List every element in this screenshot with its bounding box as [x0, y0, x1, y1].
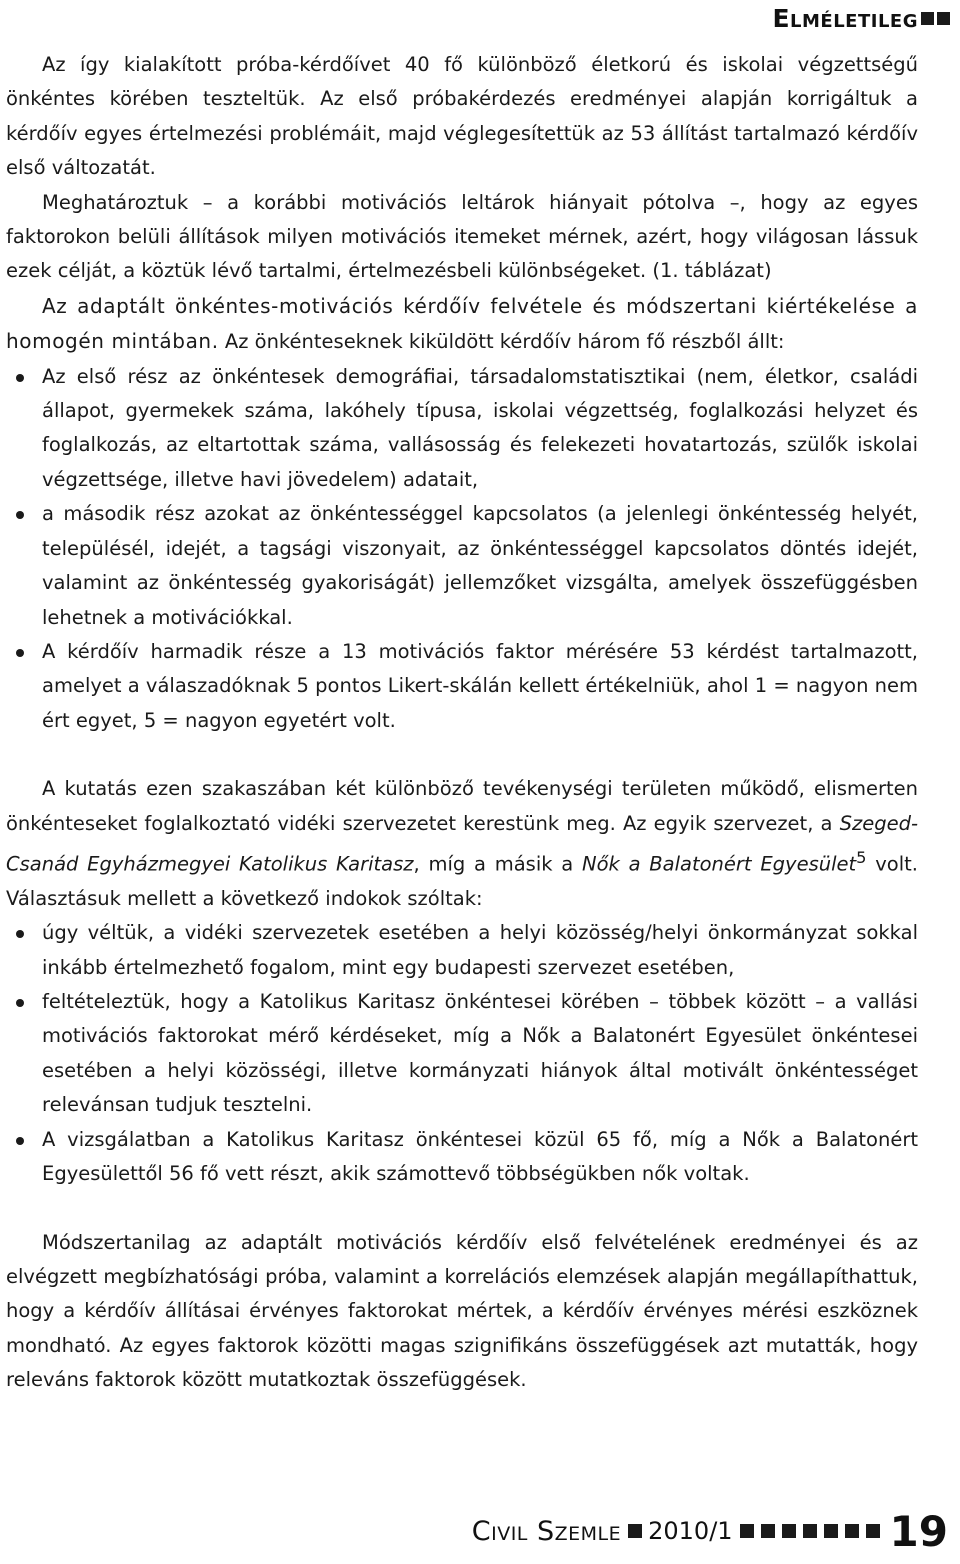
square-ornament-icon — [824, 1524, 838, 1538]
journal-name: Civil Szemle — [471, 1515, 622, 1547]
organization-name: Szeged-Csanád Egyházmegyei Katolikus Karitasz — [6, 811, 918, 876]
square-ornament-icon — [921, 12, 934, 25]
paragraph: Meghatároztuk – a korábbi motivációs leltárok hiányait pótolva –, hogy az egyes faktorokon belüli állítások milyen motivációs itemeket mérnek, azért, hogy világosan lássuk ezek célját, a köztük lévő tartalmi, értelmezésbeli különbségeket. (1. táblázat) — [6, 190, 918, 283]
list-item: A kérdőív harmadik része a 13 motivációs faktor mérésére 53 kérdést tartalmazott, amelyet a válaszadóknak 5 pontos Likert-skálán kellett értékelniük, ahol 1 = nagyon nem ért egyet, 5 = nagyon egyetért volt. — [42, 635, 918, 738]
bullet-list — [6, 360, 918, 738]
run-in-heading: Az adaptált önkéntes-motivációs kérdőív felvétele és módszertani kiértékelése a homogén mintában. — [6, 293, 918, 354]
issue-number: 2010/1 — [648, 1517, 733, 1545]
organization-name: Nők a Balatonért Egyesület — [582, 852, 857, 876]
square-ornament-icon — [628, 1524, 642, 1538]
paragraph — [6, 772, 918, 916]
list-item: feltételeztük, hogy a Katolikus Karitasz önkéntesei körében – többek között – a vallási motivációs faktorokat mérő kérdéseket, míg a Nők a Balatonért Egyesület önkéntesei esetében a helyi közösségi, illetve kormányzati hiányok által motivált önkéntességet relevánsan tudjuk tesztelni. — [42, 985, 918, 1123]
list-item: úgy véltük, a vidéki szervezetek esetében a helyi közösség/helyi önkormányzat sokkal inkább értelmezhető fogalom, mint egy budapesti szervezet esetében, — [42, 916, 918, 985]
running-footer — [472, 1506, 948, 1556]
list-item: a második rész azokat az önkéntességgel kapcsolatos (a jelenlegi önkéntesség helyét, településél, idejét, a tagsági viszonyait, az önkéntességgel kapcsolatos döntés idejét, valamint az önkéntesség gyakoriságát) jellemzőket vizsgálta, amelyek összefüggésben lehetnek a motivációkkal. — [42, 497, 918, 635]
paragraph: Az így kialakított próba-kérdőívet 40 fő különböző életkorú és iskolai végzettségű önkéntes körében teszteltük. Az első próbakérdezés eredményei alapján korrigáltuk a kérdőív egyes értelmezési problémáit, majd véglegesítettük az 53 állítást tartalmazó kérdőív első változatát. — [6, 53, 918, 180]
square-ornament-icon — [740, 1524, 754, 1538]
article-body — [6, 48, 918, 1398]
square-ornament-icon — [845, 1524, 859, 1538]
page-number: 19 — [889, 1506, 948, 1556]
bullet-list — [6, 916, 918, 1191]
paragraph-text: Az önkénteseknek kiküldött kérdőív három fő részből állt: — [218, 330, 785, 354]
square-ornament-icon — [803, 1524, 817, 1538]
square-ornament-icon — [937, 12, 950, 25]
square-ornament-icon — [761, 1524, 775, 1538]
paragraph-text: , míg a másik a — [413, 852, 583, 876]
section-title: Elméletileg — [772, 3, 918, 33]
list-item: A vizsgálatban a Katolikus Karitasz önkéntesei közül 65 fő, míg a Nők a Balatonért Egyesülettől 56 fő vett részt, akik számottevő többségükben nők voltak. — [42, 1123, 918, 1192]
list-item: Az első rész az önkéntesek demográfiai, társadalomstatisztikai (nem, életkor, családi állapot, gyermekek száma, lakóhely típusa, iskolai végzettség, foglalkozási helyzet és foglalkozás, az eltartottak száma, vallásosság és felekezeti hovatartozás, szülők iskolai végzettsége, illetve havi jövedelem) adatait, — [42, 360, 918, 498]
paragraph-text: volt. Választásuk mellett a következő indokok szóltak: — [6, 852, 918, 910]
footnote-marker: 5 — [856, 847, 867, 867]
square-ornament-icon — [866, 1524, 880, 1538]
running-header — [772, 2, 950, 34]
paragraph-text: A kutatás ezen szakaszában két különböző tevékenységi területen működő, elismerten önkénteseket foglalkoztató vidéki szervezetet kerestünk meg. Az egyik szervezet, a — [6, 777, 918, 835]
paragraph — [6, 289, 918, 360]
paragraph: Módszertanilag az adaptált motivációs kérdőív első felvételének eredményei és az elvégzett megbízhatósági próba, valamint a korrelációs elemzések alapján megállapíthattuk, hogy a kérdőív állításai érvényes faktorokat mértek, a kérdőív érvényes mérési eszköznek mondható. Az egyes faktorok közötti magas szignifikáns összefüggések azt mutatták, hogy releváns faktorok között mutatkoztak összefüggések. — [6, 1230, 918, 1392]
square-ornament-icon — [782, 1524, 796, 1538]
